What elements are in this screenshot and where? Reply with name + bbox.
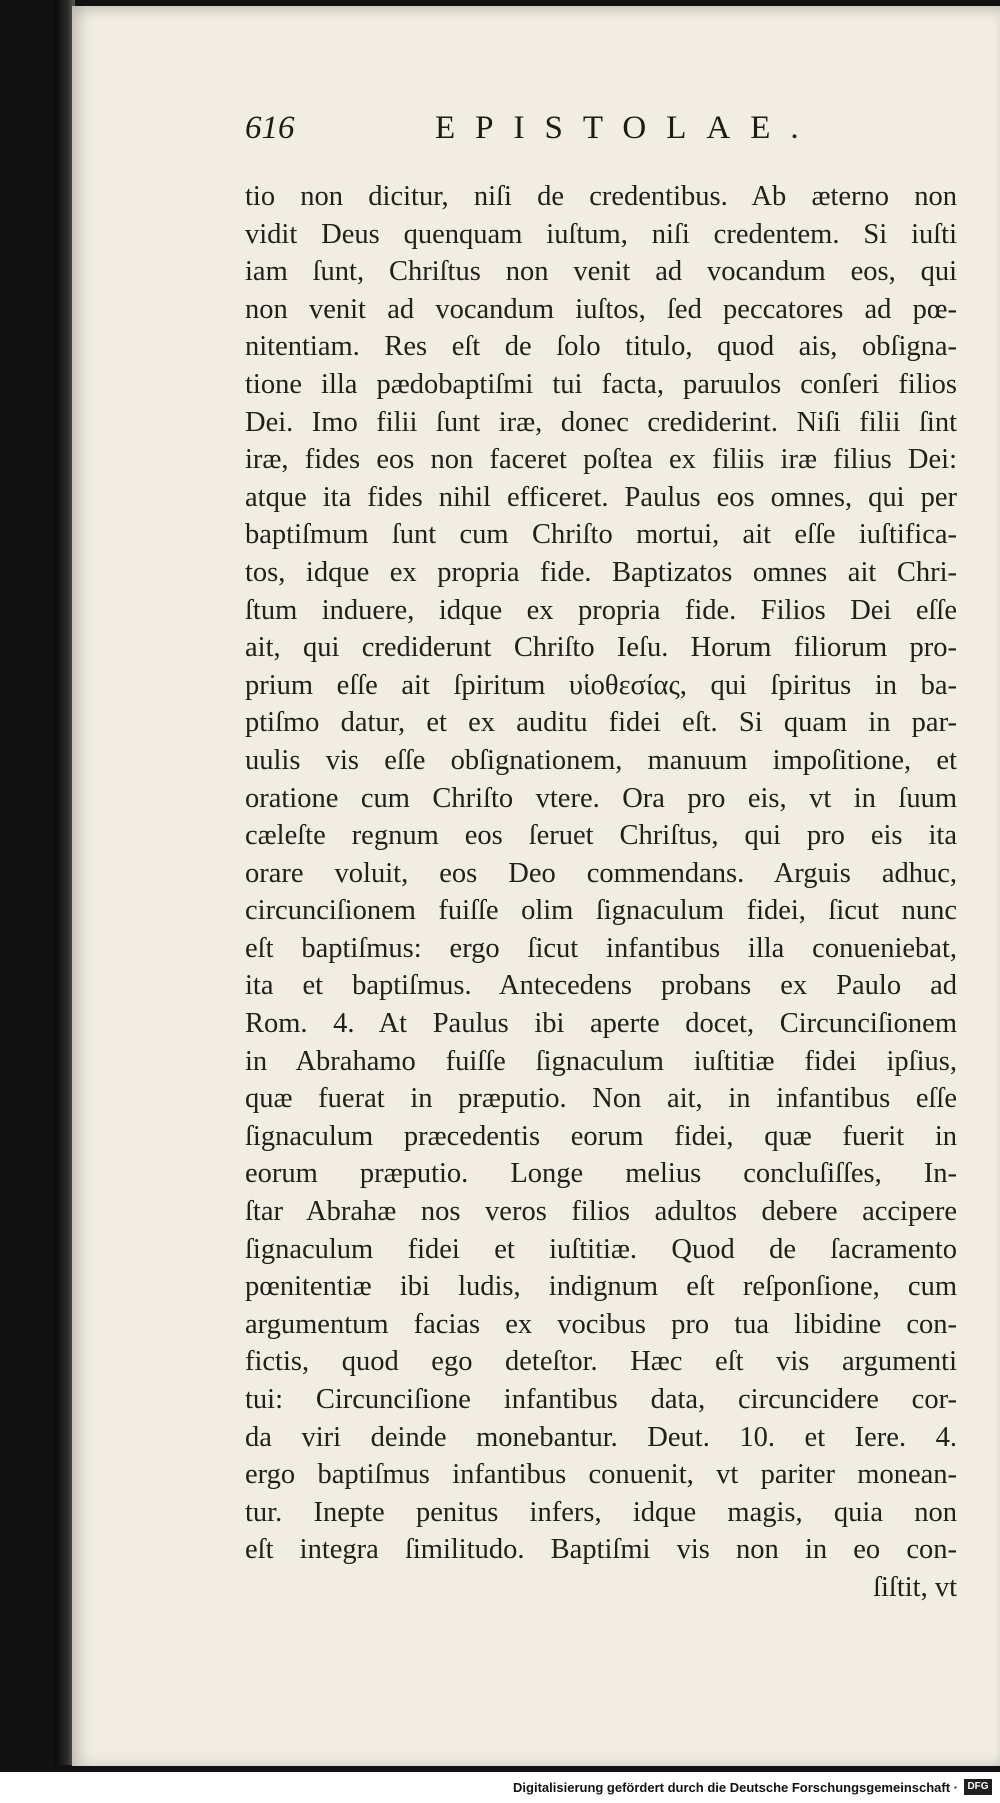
text-line: vidit Deus quenquam iuſtum, niſi credentem. Si iuſti	[245, 218, 957, 250]
text-line: tur. Inepte penitus infers, idque magis, quia non	[245, 1496, 957, 1528]
text-line: ait, qui crediderunt Chriſto Ieſu. Horum filiorum pro-	[245, 632, 957, 664]
text-line: ſtum induere, idque ex propria fide. Filios Dei eſſe	[245, 594, 957, 626]
text-line: prium eſſe ait ſpiritum υἱοθεσίας, qui ſpiritus in ba-	[245, 669, 957, 701]
text-line: oratione cum Chriſto vtere. Ora pro eis, vt in ſuum	[245, 782, 957, 814]
text-line: tione illa pædobaptiſmi tui facta, paruulos conſeri filios	[245, 368, 957, 400]
text-line: tio non dicitur, niſi de credentibus. Ab æterno non	[245, 181, 957, 212]
text-line: non venit ad vocandum iuſtos, ſed peccatores ad pœ-	[245, 293, 957, 325]
text-line: quæ fuerat in præputio. Non ait, in infantibus eſſe	[245, 1083, 957, 1115]
text-line: eſt baptiſmus: ergo ſicut infantibus illa conueniebat,	[245, 932, 957, 964]
text-line: fictis, quod ego deteſtor. Hæc eſt vis argumenti	[245, 1346, 957, 1378]
page-header	[245, 110, 965, 160]
text-line: in Abrahamo fuiſſe ſignaculum iuſtitiæ fidei ipſius,	[245, 1045, 957, 1077]
text-line: nitentiam. Res eſt de ſolo titulo, quod ais, obſigna-	[245, 331, 957, 363]
page-number: 616	[245, 110, 295, 146]
text-line: da viri deinde monebantur. Deut. 10. et Iere. 4.	[245, 1421, 957, 1453]
text-line: orare voluit, eos Deo commendans. Arguis adhuc,	[245, 857, 957, 889]
text-line: baptiſmum ſunt cum Chriſto mortui, ait eſſe iuſtifica-	[245, 519, 957, 551]
text-line: ſignaculum præcedentis eorum fidei, quæ fuerit in	[245, 1120, 957, 1152]
digitization-footer	[0, 1772, 1000, 1803]
text-line: Dei. Imo filii ſunt iræ, donec crediderint. Niſi filii ſint	[245, 406, 957, 438]
text-line: ſiſtit, vt	[873, 1571, 957, 1603]
text-line: ergo baptiſmus infantibus conuenit, vt pariter monean-	[245, 1459, 957, 1491]
text-line: tui: Circunciſione infantibus data, circuncidere cor-	[245, 1384, 957, 1415]
text-line: uulis vis eſſe obſignationem, manuum impoſitione, et	[245, 744, 957, 776]
text-line: ſignaculum fidei et iuſtitiæ. Quod de ſacramento	[245, 1233, 957, 1265]
text-line: ſtar Abrahæ nos veros filios adultos debere accipere	[245, 1196, 957, 1228]
text-line: eſt integra ſimilitudo. Baptiſmi vis non in eo con-	[245, 1534, 957, 1566]
text-line: tos, idque ex propria fide. Baptizatos omnes ait Chri-	[245, 556, 957, 588]
funding-credit: Digitalisierung gefördert durch die Deutsche Forschungsgemeinschaft ·	[513, 1780, 958, 1795]
text-line: cæleſte regnum eos ſeruet Chriſtus, qui pro eis ita	[245, 820, 957, 852]
text-line: argumentum facias ex vocibus pro tua libidine con-	[245, 1308, 957, 1340]
text-line: eorum præputio. Longe melius concluſiſſes, In-	[245, 1158, 957, 1190]
text-line: ptiſmo datur, et ex auditu fidei eſt. Si quam in par-	[245, 707, 957, 739]
dfg-logo: DFG	[964, 1779, 992, 1795]
text-line: circunciſionem fuiſſe olim ſignaculum fidei, ſicut nunc	[245, 895, 957, 927]
text-line: atque ita fides nihil efficeret. Paulus eos omnes, qui per	[245, 481, 957, 513]
text-line: iræ, fides eos non faceret poſtea ex filiis iræ filius Dei:	[245, 444, 957, 476]
running-title: EPISTOLAE.	[435, 110, 819, 146]
text-line: ita et baptiſmus. Antecedens probans ex Paulo ad	[245, 970, 957, 1002]
body-text	[245, 178, 957, 1607]
text-line: Rom. 4. At Paulus ibi aperte docet, Circunciſionem	[245, 1008, 957, 1040]
text-line: iam ſunt, Chriſtus non venit ad vocandum eos, qui	[245, 256, 957, 288]
text-line: pœnitentiæ ibi ludis, indignum eſt reſponſione, cum	[245, 1271, 957, 1303]
